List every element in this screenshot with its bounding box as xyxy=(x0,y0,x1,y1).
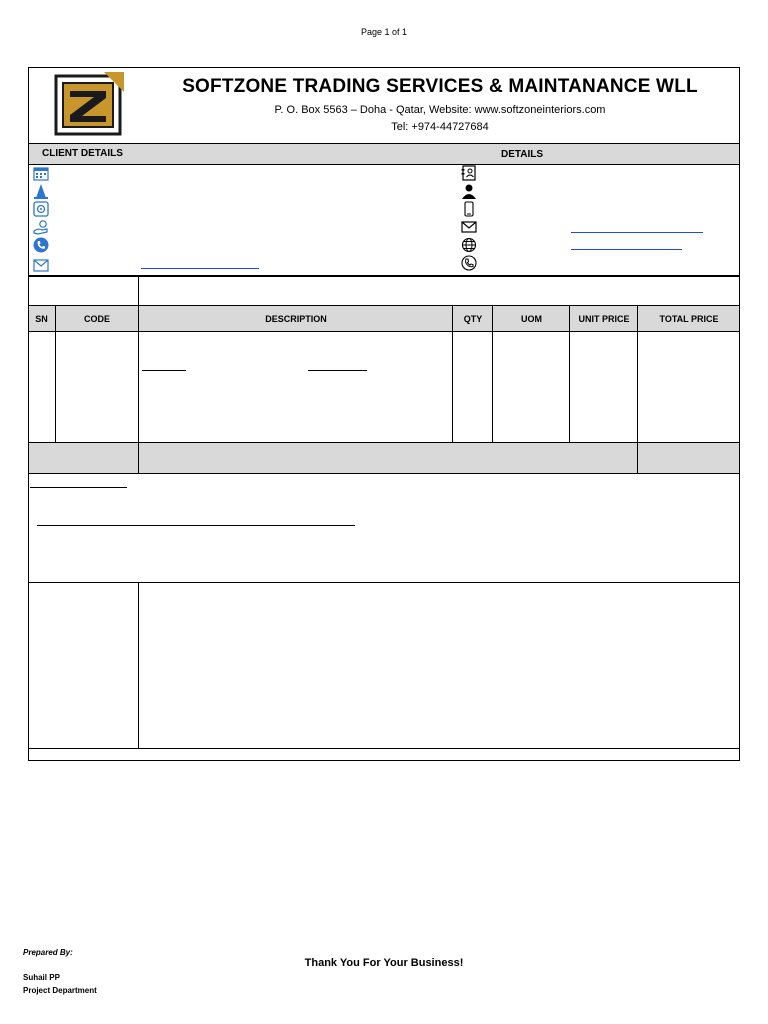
detail-website-link-line[interactable] xyxy=(571,249,682,250)
column-header-sn: SN xyxy=(35,314,48,324)
phone-icon xyxy=(33,237,49,253)
mail-icon xyxy=(461,219,477,235)
company-logo xyxy=(54,72,126,136)
building-icon xyxy=(33,183,49,199)
details-title: DETAILS xyxy=(501,149,544,160)
email-envelope-icon xyxy=(33,257,49,273)
detail-email-link-line[interactable] xyxy=(571,232,703,233)
globe-icon xyxy=(461,237,477,253)
mobile-icon xyxy=(461,201,477,217)
description-underline xyxy=(142,370,186,371)
safe-icon xyxy=(33,201,49,217)
document-frame xyxy=(28,67,740,761)
terms-text-underline xyxy=(37,525,355,526)
totals-row-bar xyxy=(29,443,739,473)
column-header-qty: QTY xyxy=(463,314,483,324)
calendar-icon xyxy=(33,165,49,181)
column-header-total-price: TOTAL PRICE xyxy=(659,314,719,324)
company-name: SOFTZONE TRADING SERVICES & MAINTANANCE WLL xyxy=(182,76,698,97)
page-number: Page 1 of 1 xyxy=(360,27,408,37)
preparer-department: Project Department xyxy=(23,986,97,995)
person-icon xyxy=(461,183,477,199)
description-underline xyxy=(308,370,367,371)
thank-you-message: Thank You For Your Business! xyxy=(304,957,464,969)
client-email-link-line[interactable] xyxy=(141,268,259,269)
column-header-unit-price: UNIT PRICE xyxy=(578,314,630,324)
company-telephone: Tel: +974-44727684 xyxy=(391,121,489,133)
column-header-code: CODE xyxy=(83,314,110,324)
column-header-uom: UOM xyxy=(521,314,542,324)
terms-heading-underline xyxy=(30,487,127,488)
company-address: P. O. Box 5563 – Doha - Qatar, Website: www.softzoneinteriors.com xyxy=(274,104,606,116)
contact-card-icon xyxy=(461,165,477,181)
column-header-description: DESCRIPTION xyxy=(265,314,327,324)
preparer-name: Suhail PP xyxy=(23,973,60,982)
details-header-bar xyxy=(29,144,739,164)
prepared-by-label: Prepared By: xyxy=(23,948,73,957)
client-details-title: CLIENT DETAILS xyxy=(42,148,123,159)
hand-coin-icon xyxy=(33,219,49,235)
telephone-icon xyxy=(461,255,477,271)
